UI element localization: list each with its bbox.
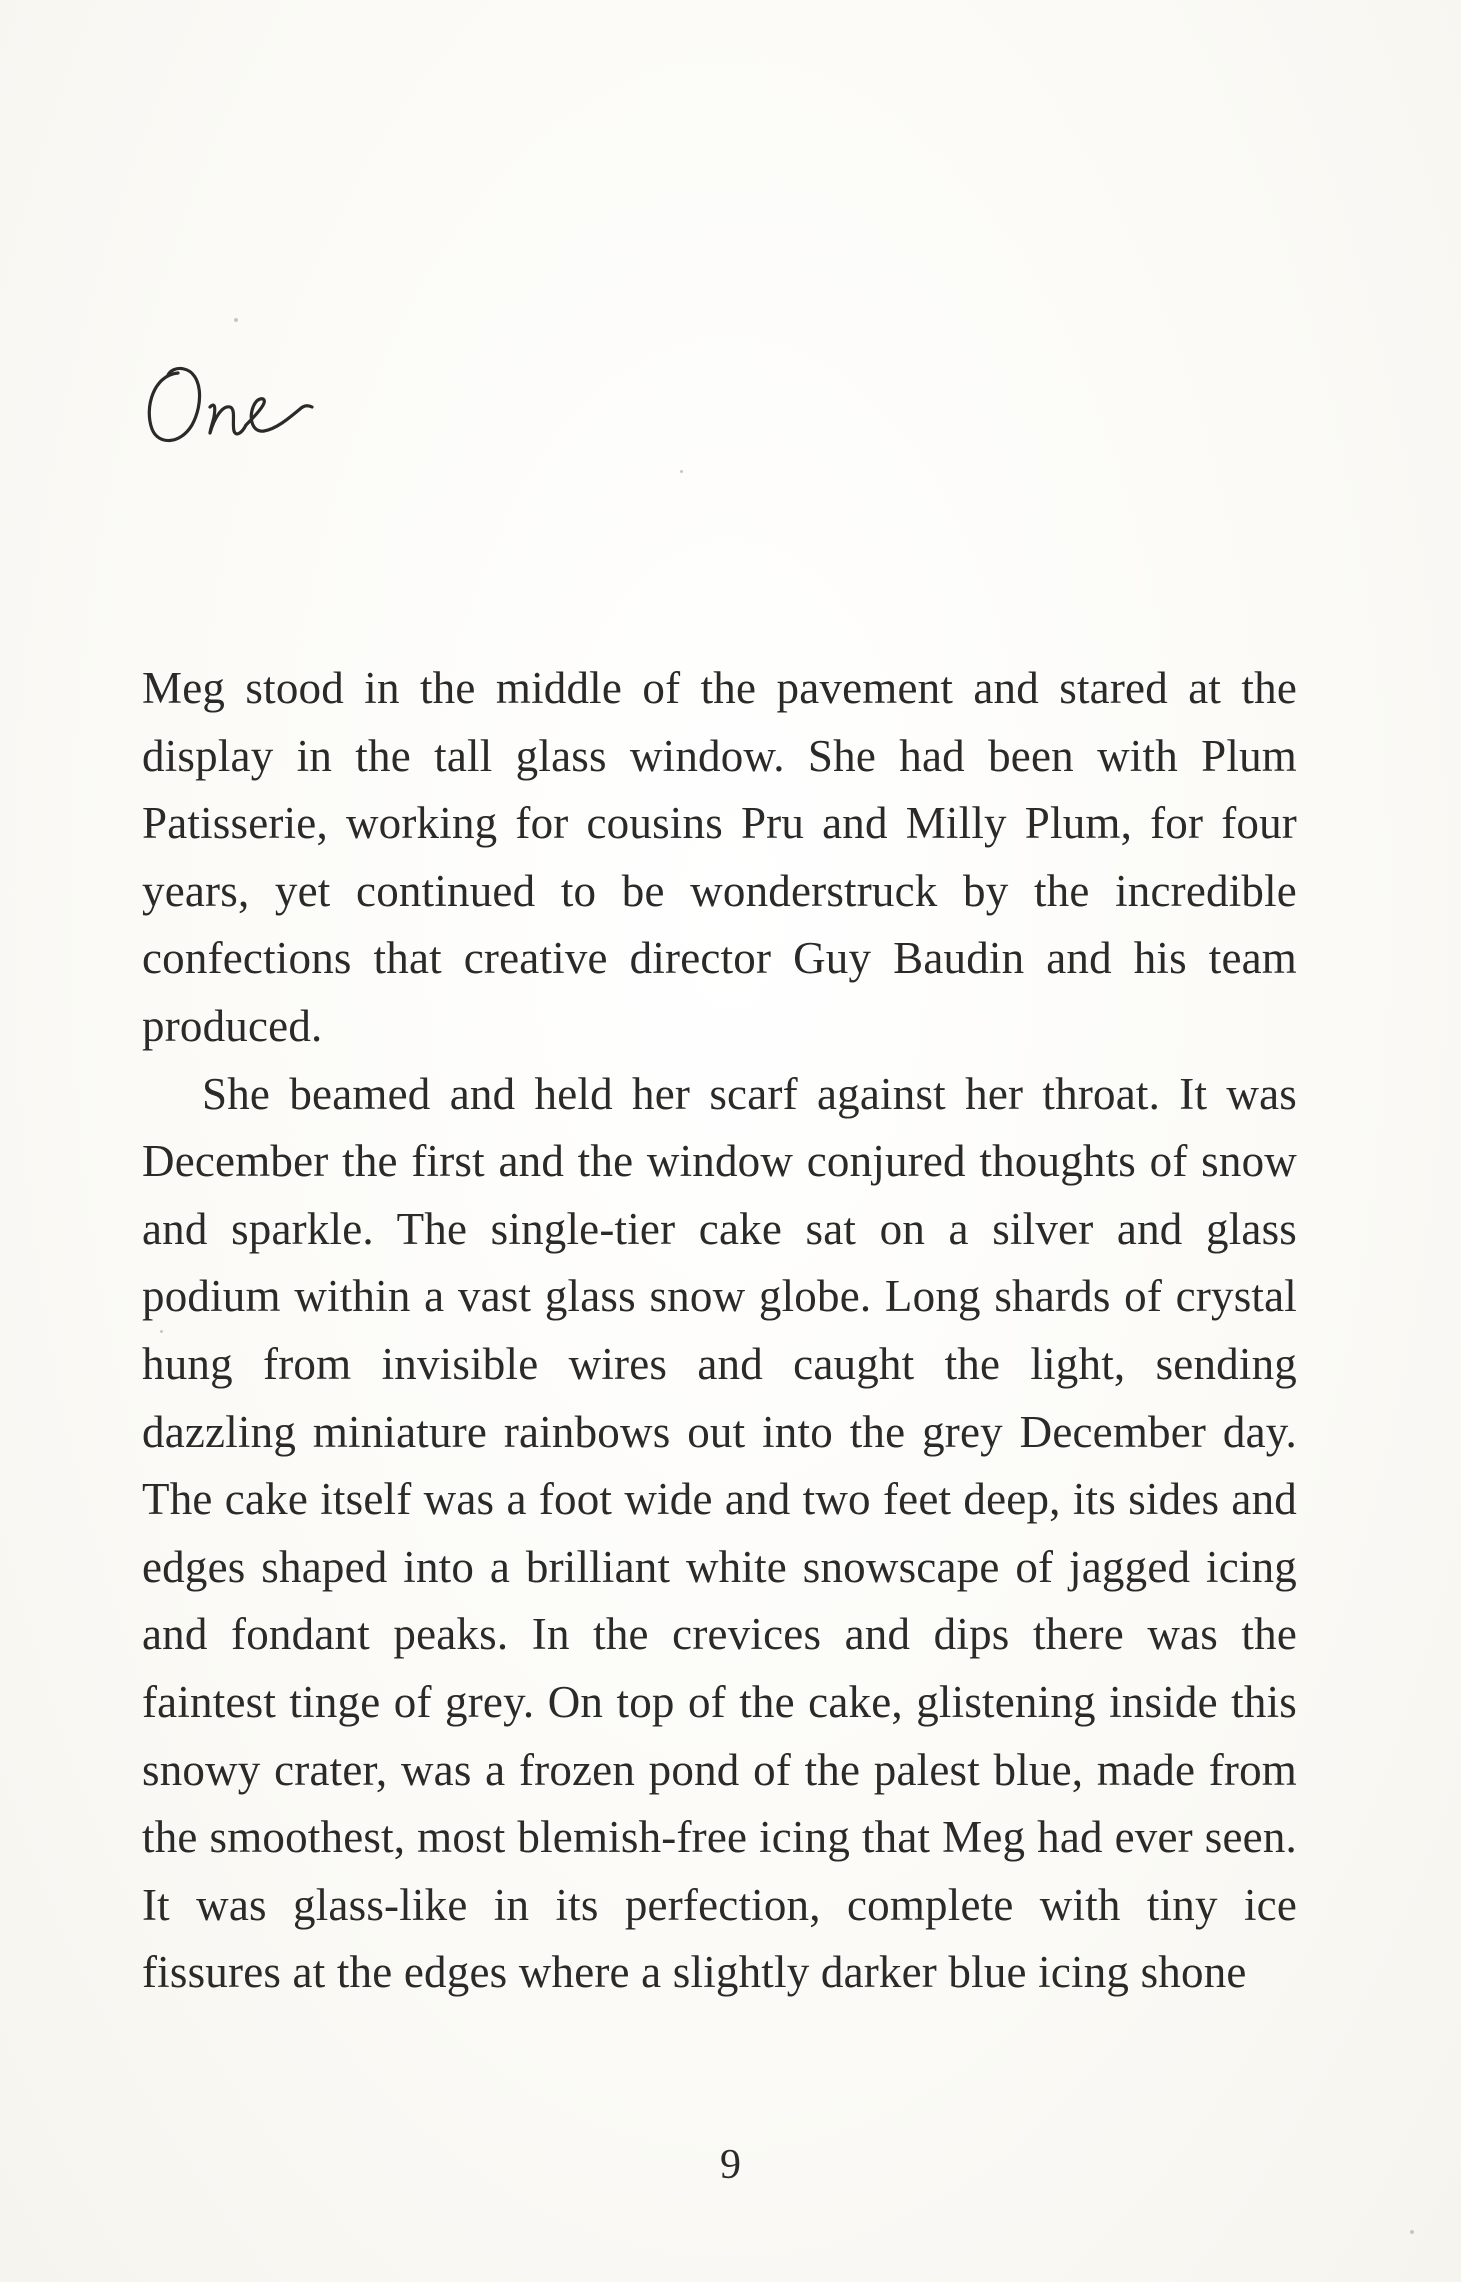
paper-speck <box>160 1330 163 1333</box>
paper-speck <box>680 470 683 473</box>
chapter-title <box>140 455 141 456</box>
chapter-heading <box>140 345 320 455</box>
chapter-heading-script-lettering <box>140 345 320 455</box>
paragraph-1: Meg stood in the middle of the pavement and stared at the display in the tall glass window. She had been with Plum Patisserie, working for cousins Pru and Milly Plum, for four years, yet continued to be wonderstruck by the incredible confections that creative director Guy Baudin and his team produced. <box>142 663 1297 1051</box>
body-text <box>142 655 1297 2007</box>
paragraph-2: She beamed and held her scarf against her throat. It was December the first and the window conjured thoughts of snow and sparkle. The single-tier cake sat on a silver and glass podium within a vast glass snow globe. Long shards of crystal hung from invisible wires and caught the light, sending dazzling miniature rainbows out into the grey December day. The cake itself was a foot wide and two feet deep, its sides and edges shaped into a brilliant white snowscape of jagged icing and fondant peaks. In the crevices and dips there was the faintest tinge of grey. On top of the cake, glistening inside this snowy crater, was a frozen pond of the palest blue, made from the smoothest, most blemish-free icing that Meg had ever seen. It was glass-like in its perfection, complete with tiny ice fissures at the edges where a slightly darker blue icing shone <box>142 1068 1297 1998</box>
page-number: 9 <box>720 2142 741 2188</box>
paper-speck <box>1410 2230 1414 2234</box>
paper-speck <box>234 318 238 322</box>
